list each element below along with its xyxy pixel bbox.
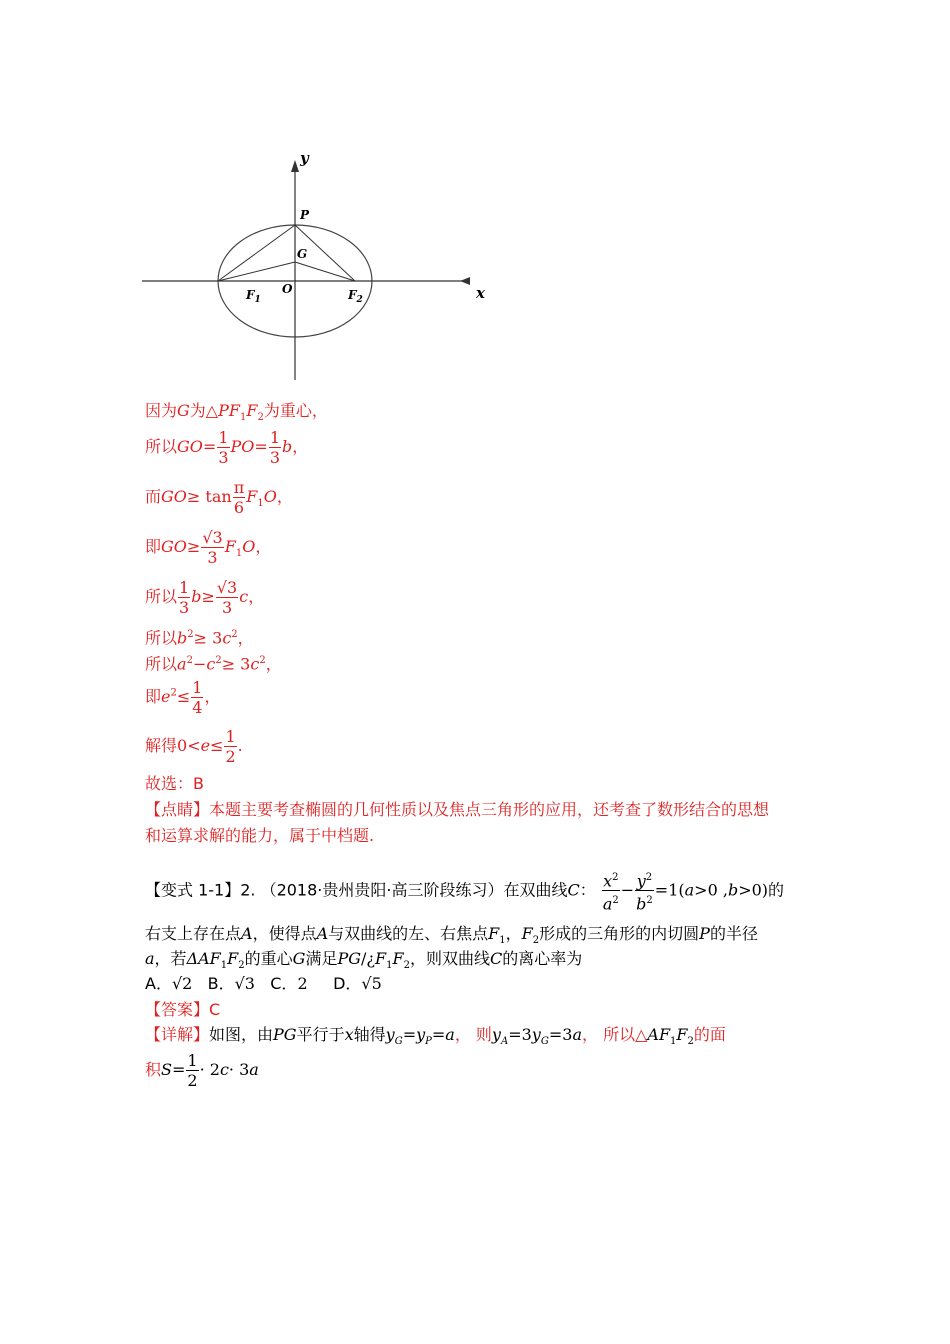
- ellipse-figure: [140, 150, 500, 385]
- problem-line-1: 【变式 1-1】2. （2018·贵州贵阳·高三阶段练习）在双曲线C： $\frac{x^2}{a^2}$ − $\frac{y^2}{b^2}$ =1(a>0 ,b>0)的: [145, 868, 784, 914]
- sol-line-7: 所以$a^2-c^2\ge 3c^2$，: [145, 654, 282, 674]
- label-o: O: [282, 282, 293, 296]
- comment-line-2: 和运算求解的能力，属于中档题.: [145, 826, 375, 845]
- detail-line-2: 积S= $\frac{1}{2}$ · 2c· 3a: [145, 1051, 259, 1090]
- sol-line-2: 所以GO= $\frac{1}{3}$ PO= $\frac{1}{3}$ b，: [145, 428, 309, 467]
- comment-line-1: 【点睛】本题主要考查椭圆的几何性质以及焦点三角形的应用，还考查了数形结合的思想: [145, 800, 770, 819]
- label-f1: $F_1$: [246, 288, 261, 305]
- option-a: A．√2: [145, 974, 193, 993]
- segment-f1-g: [218, 262, 295, 281]
- y-axis-arrow: [291, 160, 299, 172]
- options-line: [145, 974, 382, 994]
- option-c: C．2: [270, 974, 308, 993]
- sol-line-3: 而GO≥ tan $\frac{\pi}{6}$ $F_1O$，: [145, 478, 293, 517]
- option-b: B．√3: [207, 974, 255, 993]
- label-y: y: [300, 150, 309, 167]
- option-d: D．√5: [333, 974, 382, 993]
- sol-line-9: 解得0<e≤ $\frac{1}{2}$ .: [145, 727, 243, 766]
- detail-line-1: 【详解】如图，由PG平行于x轴得$y_G=y_P=a$， 则$y_A=3y_G=3a$， 所以$\triangle AF_1F_2$的面: [145, 1025, 726, 1048]
- segment-g-f2: [295, 262, 355, 281]
- problem-line-2: 右支上存在点A，使得点A与双曲线的左、右焦点$F_1$，$F_2$形成的三角形的内切圆P的半径: [145, 924, 758, 947]
- sol-line-8: 即$e^2\le$ $\frac{1}{4}$ ，: [145, 678, 221, 717]
- segment-f1-p: [218, 225, 295, 281]
- label-x: x: [476, 284, 485, 302]
- sol-line-1: 因为G为$\triangle PF_1F_2$为重心，: [145, 401, 328, 424]
- label-g: G: [297, 247, 308, 261]
- sol-line-5: 所以 $\frac{1}{3}$ b≥ $\frac{√3}{3}$ c，: [145, 578, 265, 617]
- x-axis-arrow: [460, 277, 470, 285]
- choice-line: 故选：B: [145, 774, 204, 793]
- label-p: P: [300, 208, 310, 222]
- sol-line-6: 所以$b^2\ge 3c^2$，: [145, 628, 254, 648]
- answer-line: 【答案】C: [145, 1000, 221, 1019]
- label-f2: $F_2$: [348, 288, 363, 305]
- sol-line-4: 即GO≥ $\frac{√3}{3}$ $F_1O$，: [145, 528, 272, 567]
- problem-line-3: a，若$\Delta AF_1F_2$的重心G满足$PG/¿F_1F_2$，则双曲线C的离心率为: [145, 949, 583, 972]
